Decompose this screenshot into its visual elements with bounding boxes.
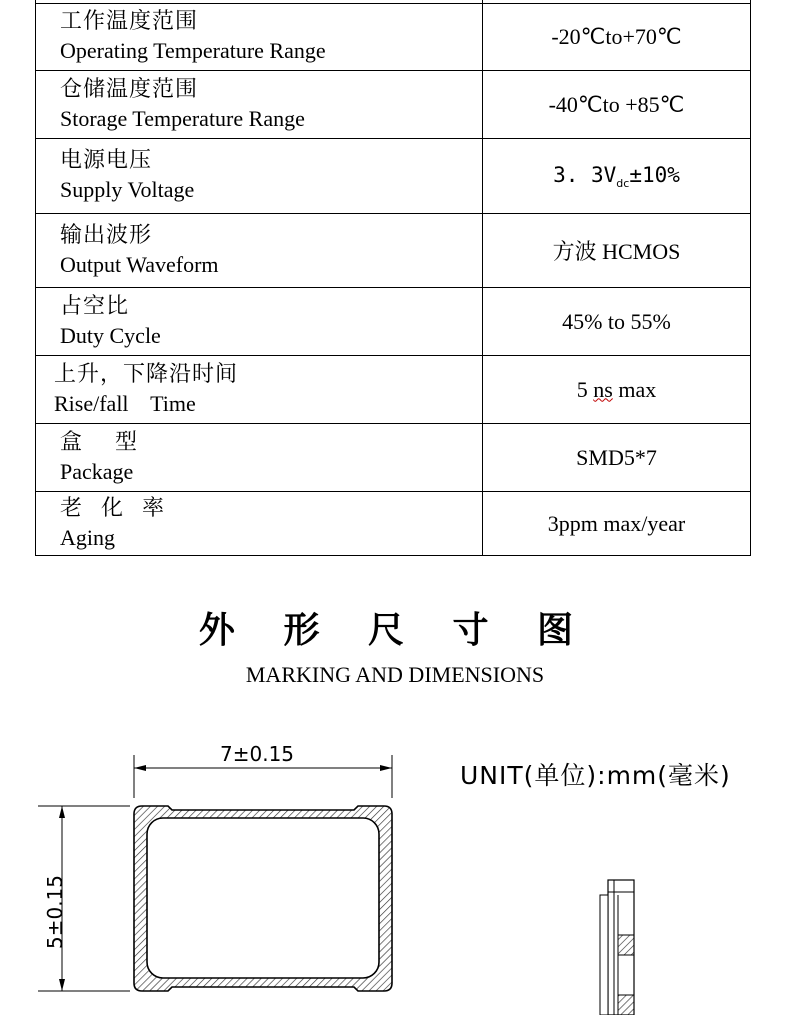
height-dimension-label: 5±0.15 [43, 874, 68, 950]
spec-label-cell [36, 356, 483, 424]
spec-value-pre: 5 [576, 376, 594, 402]
spec-label-cell [36, 139, 483, 214]
section-subtitle: MARKING AND DIMENSIONS [245, 662, 545, 687]
table-row [36, 288, 751, 356]
spec-label-zh: 上升，下降沿时间 [54, 361, 239, 387]
spec-table [35, 0, 751, 556]
table-row [36, 492, 751, 556]
spec-value: 方波 HCMOS [483, 214, 751, 288]
unit-label: UNIT(单位):mm(毫米) [460, 761, 731, 790]
spec-value [483, 139, 751, 214]
spec-label-en: Storage Temperature Range [60, 105, 305, 131]
spec-label-cell [36, 4, 483, 71]
spec-value: -40℃to +85℃ [483, 71, 751, 139]
spec-label-en: Output Waveform [60, 251, 219, 277]
spec-label-zh: 盒 型 [60, 429, 138, 455]
spec-label-cell [36, 71, 483, 139]
spec-value: SMD5*7 [483, 424, 751, 492]
spec-value-wavy: ns [593, 376, 613, 402]
table-row [36, 139, 751, 214]
table-row [36, 71, 751, 139]
table-row [36, 424, 751, 492]
spec-label-cell [36, 214, 483, 288]
spec-value-sub: dc [616, 177, 630, 190]
table-row [36, 214, 751, 288]
spec-label-zh: 占空比 [60, 293, 130, 319]
spec-value [483, 356, 751, 424]
spec-label-zh: 老 化 率 [60, 495, 170, 521]
spec-label-cell [36, 424, 483, 492]
spec-label-en: Operating Temperature Range [60, 38, 326, 63]
spec-label-en: Rise/fall Time [54, 390, 196, 416]
spec-value: 45% to 55% [483, 288, 751, 356]
spec-label-zh: 输出波形 [60, 222, 153, 248]
width-dimension-label: 7±0.15 [220, 742, 295, 766]
spec-value: 3ppm max/year [483, 492, 751, 556]
spec-value-tail: ±10% [629, 163, 680, 187]
spec-value-post: max [612, 376, 657, 402]
spec-label-en: Duty Cycle [60, 322, 161, 348]
spec-label-cell [36, 492, 483, 556]
section-title: 外 形 尺 寸 图 [198, 610, 592, 651]
table-row [36, 4, 751, 71]
spec-value: -20℃to+70℃ [483, 4, 751, 71]
spec-label-en: Package [60, 458, 134, 484]
package-top-view [134, 806, 392, 991]
spec-label-zh: 工作温度范围 [60, 9, 199, 34]
table-row [36, 356, 751, 424]
spec-label-en: Aging [60, 524, 115, 550]
spec-value-main: 3. 3V [553, 163, 617, 187]
spec-label-cell [36, 288, 483, 356]
package-side-view [600, 880, 634, 1015]
spec-label-zh: 电源电压 [60, 148, 153, 173]
spec-label-en: Supply Voltage [60, 177, 195, 202]
dimension-drawing [0, 730, 790, 1015]
spec-label-zh: 仓储温度范围 [60, 76, 199, 102]
